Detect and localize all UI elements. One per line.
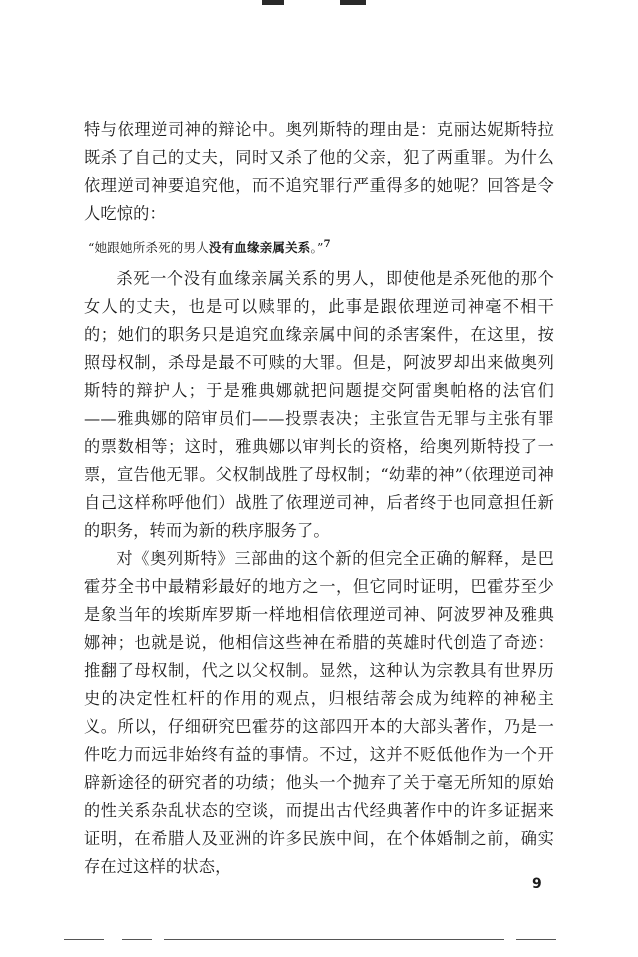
top-edge-fragment [0,0,638,12]
body-text [84,116,554,881]
quote-text-end: 。” [310,240,324,256]
page-number: 9 [532,876,542,892]
footnote-marker: 7 [323,239,331,250]
paragraph-2: 杀死一个没有血缘亲属关系的男人，即使他是杀死他的那个女人的丈夫，也是可以赎罪的，此事是跟依理逆司神毫不相干的；她们的职务只是追究血缘亲属中间的杀害案件，在这里，按照母权制，杀母是最不可赎的大罪。但是，阿波罗却出来做奥列斯特的辩护人；于是雅典娜就把问题提交阿雷奥帕格的法官们——雅典娜的陪审员们——投票表决；主张宣告无罪与主张有罪的票数相等；这时，雅典娜以审判长的资格，给奥列斯特投了一票，宣告他无罪。父权制战胜了母权制；“幼辈的神”（依理逆司神自己这样称呼他们）战胜了依理逆司神，后者终于也同意担任新的职务，转而为新的秩序服务了。 [84,269,554,541]
quote-text-start: “她跟她所杀死的男人 [88,240,209,256]
rule-segment [164,939,504,940]
block-quote [84,234,554,259]
rule-segment [516,939,556,940]
paragraph-1: 特与依理逆司神的辩论中。奥列斯特的理由是：克丽达妮斯特拉既杀了自己的丈夫，同时又杀了他的父亲，犯了两重罪。为什么依理逆司神要追究他，而不追究罪行严重得多的她呢？回答是令人吃惊的： [84,120,554,223]
paragraph-3: 对《奥列斯特》三部曲的这个新的但完全正确的解释，是巴霍芬全书中最精彩最好的地方之一，但它同时证明，巴霍芬至少是象当年的埃斯库罗斯一样地相信依理逆司神、阿波罗神及雅典娜神；也就是说，他相信这些神在希腊的英雄时代创造了奇迹：推翻了母权制，代之以父权制。显然，这种认为宗教具有世界历史的决定性杠杆的作用的观点，归根结蒂会成为纯粹的神秘主义。所以，仔细研究巴霍芬的这部四开本的大部头著作，乃是一件吃力而远非始终有益的事情。不过，这并不贬低他作为一个开辟新途径的研究者的功绩；他头一个抛弃了关于毫无所知的原始的性关系杂乱状态的空谈，而提出古代经典著作中的许多证据来证明，在希腊人及亚洲的许多民族中间，在个体婚制之前，确实存在过这样的状态， [84,549,554,877]
quote-text-bold: 没有血缘亲属关系 [208,240,311,256]
bottom-edge-rule [64,936,604,942]
rule-segment [122,939,152,940]
top-edge-mark [262,0,284,5]
rule-segment [64,939,104,940]
top-edge-mark [340,0,366,5]
